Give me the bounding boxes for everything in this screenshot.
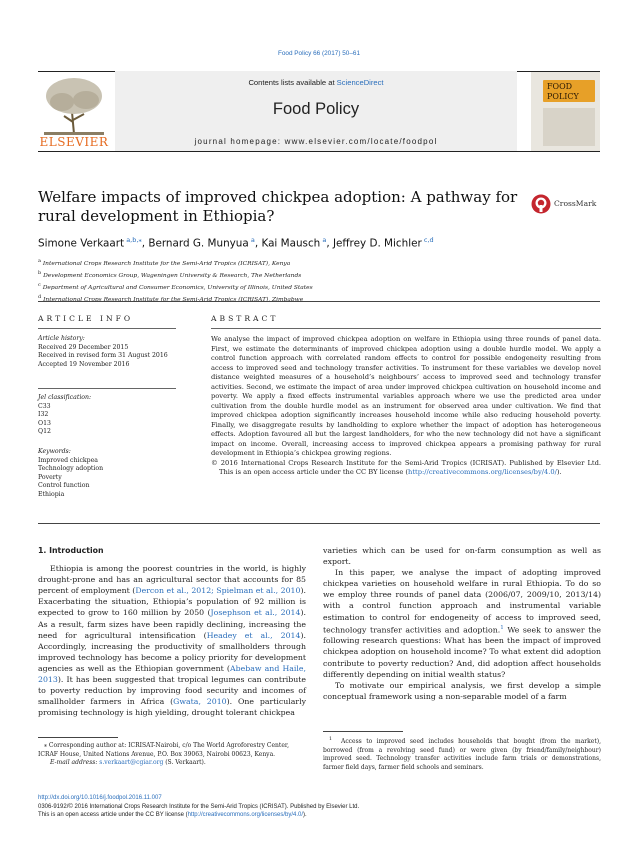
jel-code: Q12 [38, 428, 51, 435]
journal-name: Food Policy [272, 100, 360, 118]
jel-code: I32 [38, 411, 49, 418]
intro-paragraph: To motivate our empirical analysis, we first develop a simple conceptual framework using a non-separable model of a farm [323, 680, 601, 701]
cover-body [543, 108, 595, 146]
footnote-1: $^1$ Access to improved seed includes households that bought (from the market), borrowed (from a revolving seed fund) or were given (by friend/family/neighbour) improved seed. Technology transfer activities include farm trials or demonstrations, farmer field days, farmer field schools and seminars. [323, 737, 601, 771]
affiliation-item: $^c$ Department of Agricultural and Consumer Economics, University of Illinois, United States [38, 281, 313, 291]
intro-right-column [323, 545, 601, 702]
email-link[interactable]: s.verkaart@cgiar.org [99, 759, 164, 766]
paragraph-text: ). Accordingly, increasing the productivity of smallholders through improved technology has become a policy priority for development agencies as well as the Ethiopian government ( [38, 630, 306, 673]
affiliation-item: $^b$ Development Economics Group, Wageningen University & Research, The Netherlands [38, 269, 302, 279]
paragraph-text: ). Exacerbating the situation, Ethiopia’s population of 92 million is expected to grow to 160 million by 2050 ( [38, 586, 306, 618]
footnote-rule [38, 737, 118, 738]
paragraph-text: ). One particularly promising technology is high yielding, drought tolerant chickpea [38, 697, 307, 718]
jel-code: O13 [38, 419, 51, 427]
abstract-heading: ABSTRACT [211, 314, 279, 323]
keyword: Improved chickpea [38, 456, 98, 464]
issn-line: 0306-9192/© 2016 International Crops Research Institute for the Semi-Arid Tropics (ICRISAT). Published by Elsevier Ltd. [38, 803, 360, 810]
citation-link[interactable]: Gwata, 2010 [173, 697, 227, 707]
affiliation-item: $^d$ International Crops Research Institute for the Semi-Arid Tropics (ICRISAT), Zimbabwe [38, 293, 304, 303]
cover-title: FOOD POLICY [547, 82, 579, 101]
jel-label: Jel classification: [38, 394, 92, 401]
paragraph-text: ). As a result, farm sizes have been rapidly declining, increasing the need for agricultural intensification ( [38, 608, 306, 640]
corresponding-author-note: ⁎ Corresponding author at: ICRISAT-Nairobi, c/o The World Agroforestry Center, ICRAF House, United Nations Avenue, P.O. Box 39063, Nairobi 00623, Kenya. E-mail address: s.verkaart@cgiar.org (S. Verkaart). [38, 742, 289, 766]
license-link[interactable]: http://creativecommons.org/licenses/by/4.0/ [408, 468, 557, 476]
doi-link[interactable]: http://dx.doi.org/10.1016/j.foodpol.2016.11.007 [38, 795, 162, 801]
history-item: Accepted 19 November 2016 [38, 360, 130, 368]
author-name[interactable]: Jeffrey D. Michler [332, 237, 422, 250]
article-info-heading: ARTICLE INFO [38, 314, 134, 323]
citation-link[interactable]: Headey et al., 2014 [206, 630, 301, 640]
keyword: Poverty [38, 473, 62, 481]
crossmark-icon [531, 194, 551, 214]
journal-cover-thumbnail[interactable] [531, 72, 600, 151]
history-item: Received 29 December 2015 [38, 343, 129, 351]
author-affil-mark[interactable]: a [322, 236, 327, 244]
abstract-body [211, 335, 601, 478]
sciencedirect-link[interactable]: ScienceDirect [336, 78, 384, 87]
abstract-text: We analyse the impact of improved chickpea adoption on welfare in Ethiopia using three rounds of panel data. First, we estimate the determinants of improved chickpea adoption using a double hurdle model. We apply a control function approach with correlated random effects to control for possible endogeneity resulting from access to improved seed and technology transfer activities. To instrument for these variables we develop novel distance weighted measures of a household’s neighbours’ access to improved seed and technology transfer activities. Second, we estimate the impact of area under improved chickpea cultivation on household income and poverty. We apply a fixed effects instrumental variables approach where we use the predicted area under cultivation from the double hurdle model as an instrument for observed area under cultivation. We find that improved chickpea adoption significantly increases household income while also reducing household poverty. Finally, we disaggregate results by landholding to explore whether the impact of adoption has heterogeneous effects. Adoption favoured all but the largest landholders, for who the new technology did not have a significant impact on income. Overall, increasing access to improved chickpea appears a promising pathway for rural development in Ethiopia’s chickpea growing regions. [211, 335, 601, 457]
paragraph-text: ). It has been suggested that tropical legumes can contribute to poverty reduction by improving food security and incomes of smallholder farmers in Africa ( [38, 675, 306, 707]
author-affil-mark[interactable]: a,b,⁎ [126, 236, 142, 244]
crossmark-badge[interactable] [531, 193, 603, 215]
article-footer [38, 794, 600, 820]
author-affil-mark[interactable]: a [250, 236, 255, 244]
affiliation-list [38, 257, 438, 305]
keywords-label: Keywords: [38, 448, 71, 455]
contents-prefix: Contents lists available at [248, 78, 337, 87]
crossmark-label: CrossMark [554, 199, 597, 208]
abstract-copyright: © 2016 International Crops Research Institute for the Semi-Arid Tropics (ICRISAT). Published by Elsevier Ltd. This is an open access article under the CC BY license (http://creativecommons.org/licenses/by/4.0/). [211, 458, 601, 476]
article-title: Welfare impacts of improved chickpea adoption: A pathway for rural development in Ethiopia? [38, 188, 518, 225]
intro-paragraph: In this paper, we analyse the impact of adopting improved chickpea varieties on household welfare in rural Ethiopia. To do so we employ three rounds of panel data (2006/07, 2009/10, 2013/14) with a control function approach and instrumental variable estimation to control for endogeneity of access to improved seed, technology transfer activities and adoption.$^1$ We seek to answer the following research questions: What has been the impact of improved chickpea adoption on household income? To what extent did adoption contribute to poverty reduction? And, did adoption affect households differently depending on initial wealth status? [323, 568, 601, 679]
open-access-line: This is an open access article under the CC BY license (http://creativecommons.org/licenses/by/4.0/). [38, 812, 307, 819]
abstract-rule [211, 328, 601, 329]
author-name[interactable]: Simone Verkaart [38, 237, 125, 250]
jel-code: C33 [38, 402, 51, 410]
citation-link[interactable]: Josephson et al., 2014 [210, 608, 301, 618]
cover-title-block [543, 80, 595, 102]
elsevier-logo [38, 72, 110, 150]
intro-paragraph: varieties which can be used for on-farm consumption as well as export. [323, 546, 601, 567]
article-history [38, 335, 176, 369]
license-link[interactable]: http://creativecommons.org/licenses/by/4.0/ [187, 812, 304, 819]
keywords [38, 448, 176, 499]
citation-link[interactable]: Dercon et al., 2012; Spielman et al., 2010 [135, 586, 301, 596]
journal-homepage[interactable]: journal homepage: www.elsevier.com/locate/foodpol [194, 137, 438, 146]
author-list: Simone Verkaart $^{a,b,⁎}$, Bernard G. Munyua $^a$, Kai Mausch $^a$, Jeffrey D. Michler $^{c,d}$ [38, 236, 434, 250]
contents-line [115, 78, 517, 87]
author-name[interactable]: Bernard G. Munyua [148, 237, 249, 250]
info-rule [38, 328, 176, 329]
history-label: Article history: [38, 335, 85, 342]
section-divider [38, 301, 600, 302]
citation-link[interactable]: Abebaw and Haile, 2013 [38, 663, 306, 685]
jel-classification [38, 394, 176, 437]
journal-citation[interactable]: Food Policy 66 (2017) 50–61 [277, 50, 361, 57]
affiliation-item: $^a$ International Crops Research Institute for the Semi-Arid Tropics (ICRISAT), Kenya [38, 258, 291, 267]
info-rule [38, 388, 176, 389]
author-name[interactable]: Kai Mausch [261, 237, 321, 250]
paragraph-text: Ethiopia is among the poorest countries in the world, is highly drought-prone and has an agricultural sector that accounts for 85 percent of employment ( [38, 564, 306, 596]
elsevier-wordmark: ELSEVIER [39, 135, 109, 149]
footnote-rule [323, 731, 403, 732]
section-heading: 1. Introduction [38, 546, 104, 555]
footnote-ref[interactable]: 1 [500, 624, 504, 631]
masthead-bottom-rule [38, 151, 600, 152]
keyword: Ethiopia [38, 490, 65, 498]
keyword: Control function [38, 482, 90, 489]
history-item: Received in revised form 31 August 2016 [38, 352, 168, 359]
keyword: Technology adoption [38, 465, 104, 472]
section-divider [38, 523, 600, 524]
author-affil-mark[interactable]: c,d [423, 236, 434, 244]
intro-paragraph [38, 563, 306, 718]
intro-left-column [38, 545, 306, 718]
